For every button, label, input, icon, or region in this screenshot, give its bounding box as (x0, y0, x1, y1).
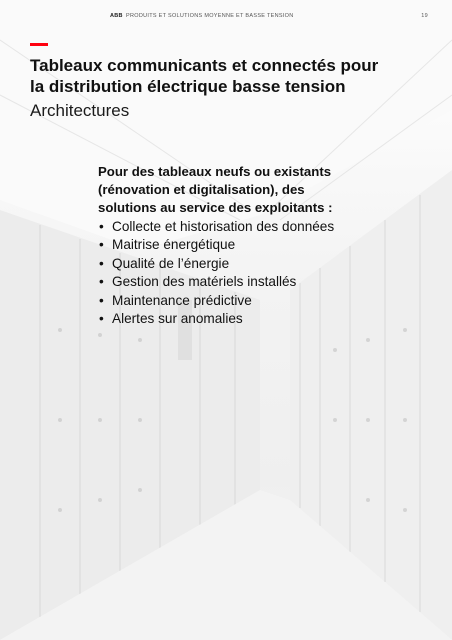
bullet-marker: • (99, 237, 104, 253)
bullet-marker: • (99, 255, 104, 271)
feature-list (98, 218, 334, 328)
section-title: PRODUITS ET SOLUTIONS MOYENNE ET BASSE TENSION (126, 13, 294, 19)
page-title-line-2: la distribution électrique basse tension (30, 77, 346, 96)
list-item (98, 292, 334, 310)
running-header (0, 12, 452, 24)
list-item-text: Collecte et historisation des données (112, 219, 335, 234)
bullet-marker: • (99, 311, 104, 327)
page-number: 19 (421, 13, 428, 19)
intro-paragraph (98, 163, 388, 217)
page-title (30, 55, 430, 97)
list-item (98, 236, 334, 254)
list-item (98, 273, 334, 291)
page-subtitle: Architectures (30, 101, 130, 120)
list-item-text: Qualité de l’énergie (112, 255, 230, 271)
list-item (98, 255, 334, 273)
accent-bar (30, 43, 48, 46)
bullet-marker: • (99, 274, 104, 290)
list-item-text: Maintenance prédictive (112, 292, 252, 308)
page-title-line-1: Tableaux communicants et connectés pour (30, 56, 379, 75)
list-item (98, 310, 334, 328)
list-item-text: Alertes sur anomalies (112, 311, 243, 327)
brand-logo: ABB (110, 13, 123, 19)
intro-line-2: (rénovation et digitalisation), des (98, 182, 305, 197)
bullet-marker: • (99, 292, 104, 308)
list-item-text: Gestion des matériels installés (112, 274, 297, 290)
list-item (98, 218, 334, 236)
intro-line-1: Pour des tableaux neufs ou existants (98, 164, 332, 179)
intro-line-3: solutions au service des exploitants : (98, 200, 333, 215)
list-item-text: Maitrise énergétique (112, 237, 236, 253)
bullet-marker: • (99, 219, 104, 234)
